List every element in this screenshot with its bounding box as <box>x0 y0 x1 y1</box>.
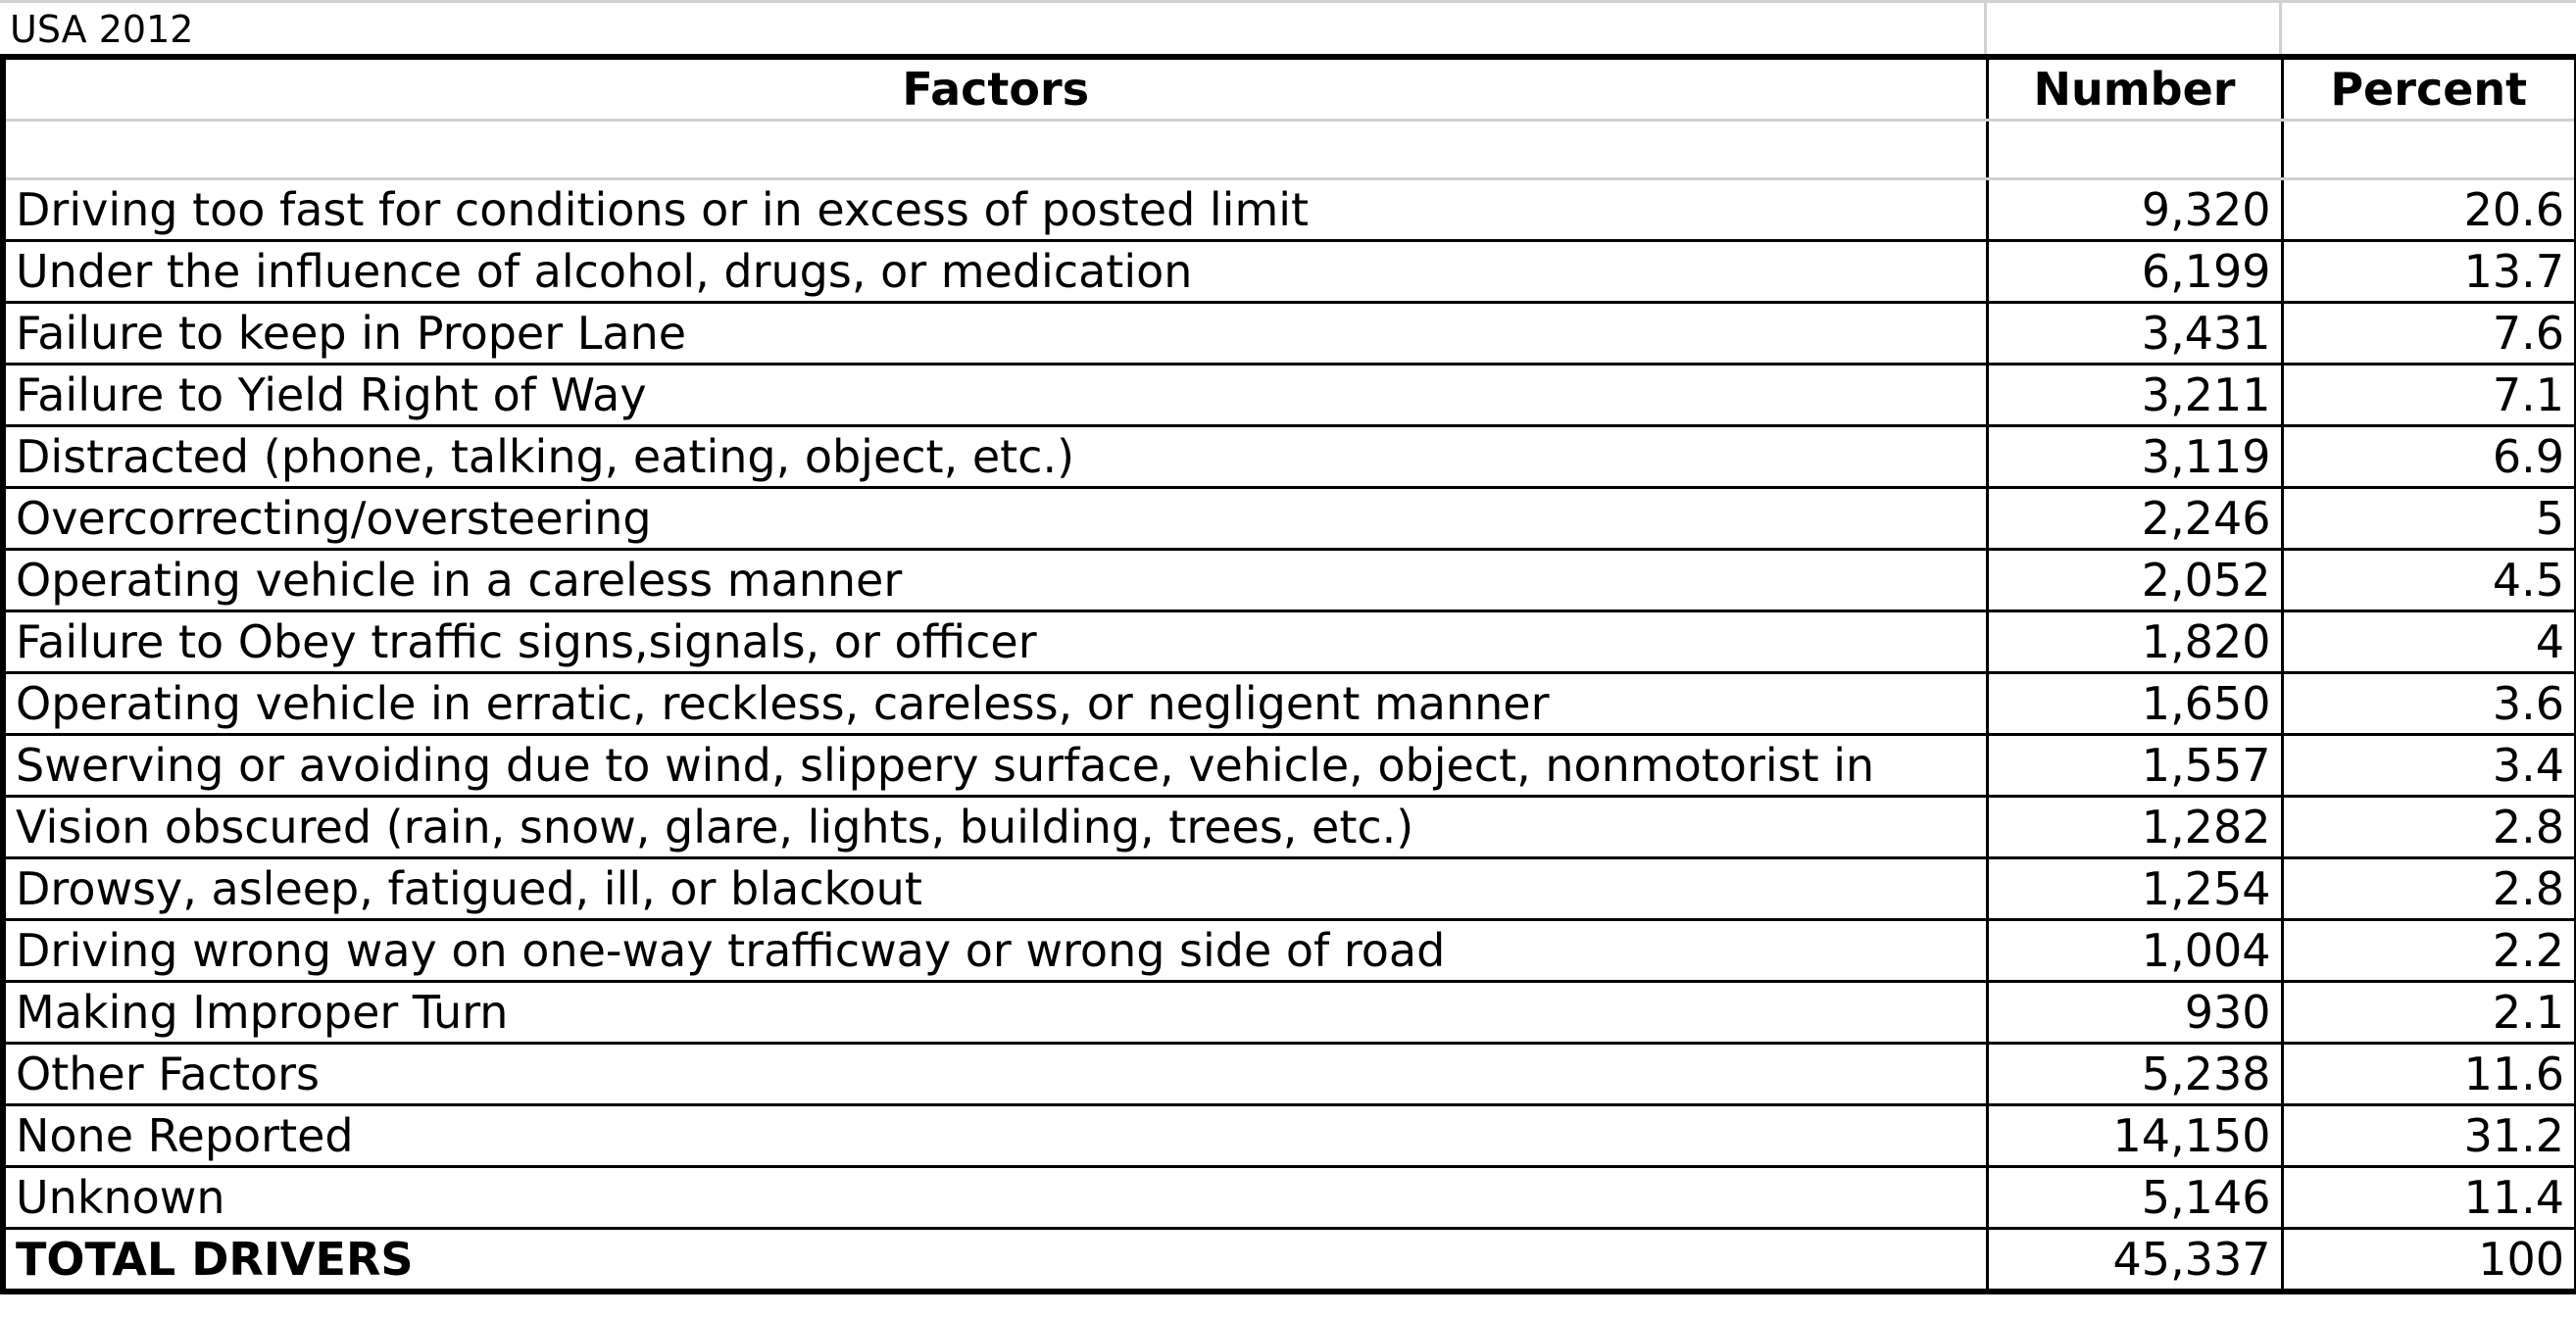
table-row <box>3 303 2576 365</box>
table-row <box>3 797 2576 858</box>
factor-cell[interactable]: TOTAL DRIVERS <box>3 1229 1987 1293</box>
number-cell[interactable]: 1,557 <box>1987 735 2282 797</box>
total-row <box>3 1229 2576 1293</box>
factor-cell[interactable]: Overcorrecting/oversteering <box>3 488 1987 550</box>
percent-cell[interactable]: 7.6 <box>2282 303 2576 365</box>
number-cell[interactable]: 3,431 <box>1987 303 2282 365</box>
blank-cell[interactable] <box>3 121 1987 179</box>
header-row <box>3 57 2576 121</box>
factor-cell[interactable]: Failure to Obey traffic signs,signals, or officer <box>3 611 1987 673</box>
number-cell[interactable]: 5,238 <box>1987 1044 2282 1105</box>
factor-cell[interactable]: Making Improper Turn <box>3 982 1987 1044</box>
factors-table <box>0 54 2576 1294</box>
percent-cell[interactable]: 11.6 <box>2282 1044 2576 1105</box>
table-row <box>3 858 2576 920</box>
table-row <box>3 1044 2576 1105</box>
percent-cell[interactable]: 4.5 <box>2282 550 2576 611</box>
percent-cell[interactable]: 7.1 <box>2282 365 2576 426</box>
factor-cell[interactable]: Distracted (phone, talking, eating, object, etc.) <box>3 426 1987 488</box>
factor-cell[interactable]: Failure to Yield Right of Way <box>3 365 1987 426</box>
factor-cell[interactable]: None Reported <box>3 1105 1987 1167</box>
percent-cell[interactable]: 11.4 <box>2282 1167 2576 1229</box>
factor-cell[interactable]: Operating vehicle in erratic, reckless, careless, or negligent manner <box>3 673 1987 735</box>
percent-cell[interactable]: 4 <box>2282 611 2576 673</box>
table-row <box>3 735 2576 797</box>
table-row <box>3 1105 2576 1167</box>
factor-cell[interactable]: Other Factors <box>3 1044 1987 1105</box>
percent-cell[interactable]: 2.1 <box>2282 982 2576 1044</box>
percent-cell[interactable]: 2.8 <box>2282 858 2576 920</box>
number-cell[interactable]: 3,211 <box>1987 365 2282 426</box>
table-row <box>3 241 2576 303</box>
number-cell[interactable]: 9,320 <box>1987 179 2282 241</box>
number-cell[interactable]: 45,337 <box>1987 1229 2282 1293</box>
table-row <box>3 920 2576 982</box>
number-cell[interactable]: 3,119 <box>1987 426 2282 488</box>
percent-cell[interactable]: 3.4 <box>2282 735 2576 797</box>
percent-cell[interactable]: 2.2 <box>2282 920 2576 982</box>
percent-cell[interactable]: 6.9 <box>2282 426 2576 488</box>
percent-cell[interactable]: 3.6 <box>2282 673 2576 735</box>
factor-cell[interactable]: Drowsy, asleep, fatigued, ill, or blackout <box>3 858 1987 920</box>
table-row <box>3 673 2576 735</box>
number-cell[interactable]: 1,282 <box>1987 797 2282 858</box>
blank-row <box>3 121 2576 179</box>
percent-cell[interactable]: 13.7 <box>2282 241 2576 303</box>
factor-cell[interactable]: Driving too fast for conditions or in excess of posted limit <box>3 179 1987 241</box>
table-row <box>3 550 2576 611</box>
table-row <box>3 982 2576 1044</box>
number-cell[interactable]: 930 <box>1987 982 2282 1044</box>
percent-cell[interactable]: 31.2 <box>2282 1105 2576 1167</box>
number-cell[interactable]: 1,004 <box>1987 920 2282 982</box>
factor-cell[interactable]: Failure to keep in Proper Lane <box>3 303 1987 365</box>
number-cell[interactable]: 1,254 <box>1987 858 2282 920</box>
header-factors[interactable]: Factors <box>3 57 1987 121</box>
number-cell[interactable]: 6,199 <box>1987 241 2282 303</box>
header-number[interactable]: Number <box>1987 57 2282 121</box>
number-cell[interactable]: 2,246 <box>1987 488 2282 550</box>
table-row <box>3 488 2576 550</box>
table-row <box>3 179 2576 241</box>
number-cell[interactable]: 14,150 <box>1987 1105 2282 1167</box>
factor-cell[interactable]: Vision obscured (rain, snow, glare, lights, building, trees, etc.) <box>3 797 1987 858</box>
table-row <box>3 426 2576 488</box>
factor-cell[interactable]: Swerving or avoiding due to wind, slippery surface, vehicle, object, nonmotorist in <box>3 735 1987 797</box>
percent-cell[interactable]: 100 <box>2282 1229 2576 1293</box>
header-percent[interactable]: Percent <box>2282 57 2576 121</box>
table-row <box>3 611 2576 673</box>
caption-row <box>0 0 2576 55</box>
number-cell[interactable]: 1,650 <box>1987 673 2282 735</box>
table-row <box>3 365 2576 426</box>
number-cell[interactable]: 5,146 <box>1987 1167 2282 1229</box>
number-cell[interactable]: 2,052 <box>1987 550 2282 611</box>
factor-cell[interactable]: Operating vehicle in a careless manner <box>3 550 1987 611</box>
gridline <box>2279 3 2282 58</box>
factor-cell[interactable]: Unknown <box>3 1167 1987 1229</box>
table-caption[interactable]: USA 2012 <box>10 8 194 51</box>
blank-cell[interactable] <box>1987 121 2282 179</box>
percent-cell[interactable]: 5 <box>2282 488 2576 550</box>
factor-cell[interactable]: Under the influence of alcohol, drugs, or medication <box>3 241 1987 303</box>
blank-cell[interactable] <box>2282 121 2576 179</box>
table-row <box>3 1167 2576 1229</box>
factor-cell[interactable]: Driving wrong way on one-way trafficway or wrong side of road <box>3 920 1987 982</box>
number-cell[interactable]: 1,820 <box>1987 611 2282 673</box>
gridline <box>1984 3 1987 58</box>
percent-cell[interactable]: 20.6 <box>2282 179 2576 241</box>
percent-cell[interactable]: 2.8 <box>2282 797 2576 858</box>
